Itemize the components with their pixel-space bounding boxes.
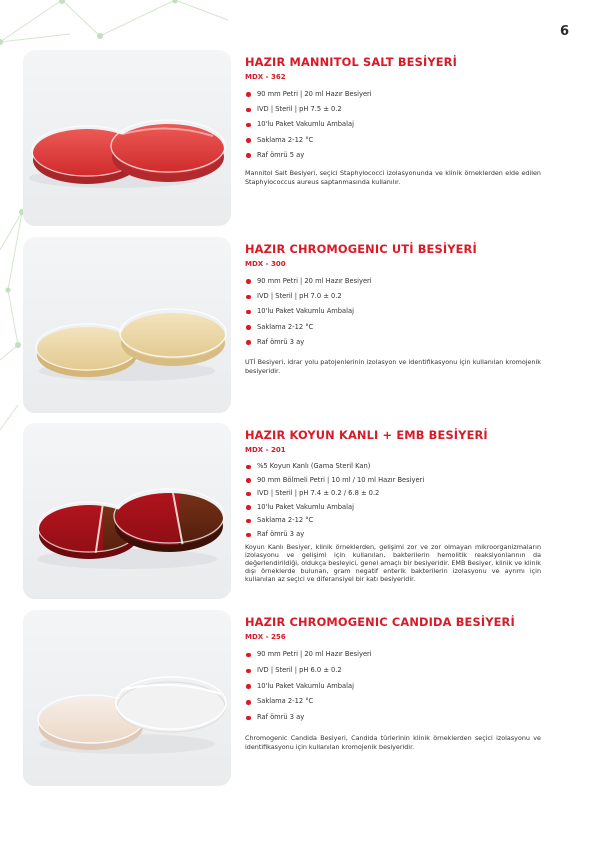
spec-item: 10'lu Paket Vakumlu Ambalaj <box>245 501 541 515</box>
product-title: HAZIR MANNITOL SALT BESİYERİ <box>245 55 457 69</box>
spec-list <box>245 274 541 350</box>
product-photo-koyun-kanli-emb <box>23 423 231 599</box>
product-photo-chromogenic-uti <box>23 237 231 413</box>
spec-item: Saklama 2-12 °C <box>245 694 541 710</box>
spec-list <box>245 647 541 726</box>
product-koyun-kanli-emb <box>23 423 573 599</box>
spec-item: 10'lu Paket Vakumlu Ambalaj <box>245 304 541 319</box>
product-description: Chromogenic Candida Besiyeri, Candida türlerinin klinik örneklerden seçici izolasyonu ve identifikasyonu için kullanılan kromojenik besiyeridir. <box>245 733 541 751</box>
spec-item: IVD | Steril | pH 6.0 ± 0.2 <box>245 663 541 679</box>
product-photo-mannitol-salt <box>23 50 231 226</box>
product-code: MDX - 362 <box>245 73 286 81</box>
spec-list <box>245 460 541 542</box>
spec-item: Raf ömrü 3 ay <box>245 528 541 542</box>
spec-item: Saklama 2-12 °C <box>245 514 541 528</box>
product-description: UTİ Besiyeri, idrar yolu patojenlerinin izolasyon ve identifikasyonu için kullanılan kromojenik besiyeridir. <box>245 358 541 375</box>
spec-item: 90 mm Bölmeli Petri | 10 ml / 10 ml Hazır Besiyeri <box>245 474 541 488</box>
product-code: MDX - 300 <box>245 260 286 268</box>
product-title: HAZIR CHROMOGENIC CANDIDA BESİYERİ <box>245 615 515 629</box>
spec-item: 10'lu Paket Vakumlu Ambalaj <box>245 679 541 695</box>
spec-item: Raf ömrü 3 ay <box>245 710 541 726</box>
spec-item: Saklama 2-12 °C <box>245 320 541 335</box>
product-description: Koyun Kanlı Besiyer, klinik örneklerden, gelişimi zor ve zor olmayan mikroorganizmaların izolasyonu ve gelişimi için kullanılan, bakterilerin hemolitik reaksiyonlarının da değerlendirildiği, oldukça besleyici, genel amaçlı bir besiyeridir. EMB Besiyer, klinik ve klinik dışı örneklerde bulunan, gram negatif enterik bakterilerin izolasyonu ve ayrımı için kullanılan az seçici ve diferansiyel bir katı besiyeridir. <box>245 542 541 584</box>
spec-item: IVD | Steril | pH 7.5 ± 0.2 <box>245 102 541 117</box>
spec-item: 90 mm Petri | 20 ml Hazır Besiyeri <box>245 647 541 663</box>
spec-item: IVD | Steril | pH 7.4 ± 0.2 / 6.8 ± 0.2 <box>245 487 541 501</box>
spec-item: 90 mm Petri | 20 ml Hazır Besiyeri <box>245 87 541 102</box>
product-chromogenic-uti <box>23 237 573 413</box>
product-description: Mannitol Salt Besiyeri, seçici Staphylococci izolasyonunda ve klinik örneklerden elde edilen Staphylococcus aureus saptanmasında kullanılır. <box>245 169 541 186</box>
spec-list <box>245 87 541 163</box>
spec-item: Raf ömrü 3 ay <box>245 335 541 350</box>
spec-item: %5 Koyun Kanlı (Gama Steril Kan) <box>245 460 541 474</box>
spec-item: Raf ömrü 5 ay <box>245 148 541 163</box>
page-number: 6 <box>559 24 569 39</box>
spec-item: 90 mm Petri | 20 ml Hazır Besiyeri <box>245 274 541 289</box>
product-code: MDX - 201 <box>245 446 286 454</box>
product-mannitol-salt <box>23 50 573 226</box>
spec-item: 10'lu Paket Vakumlu Ambalaj <box>245 117 541 132</box>
spec-item: Saklama 2-12 °C <box>245 133 541 148</box>
product-chromogenic-candida <box>23 610 573 786</box>
spec-item: IVD | Steril | pH 7.0 ± 0.2 <box>245 289 541 304</box>
product-code: MDX - 256 <box>245 633 286 641</box>
product-title: HAZIR CHROMOGENIC UTİ BESİYERİ <box>245 242 477 256</box>
product-title: HAZIR KOYUN KANLI + EMB BESİYERİ <box>245 428 488 442</box>
product-photo-chromogenic-candida <box>23 610 231 786</box>
